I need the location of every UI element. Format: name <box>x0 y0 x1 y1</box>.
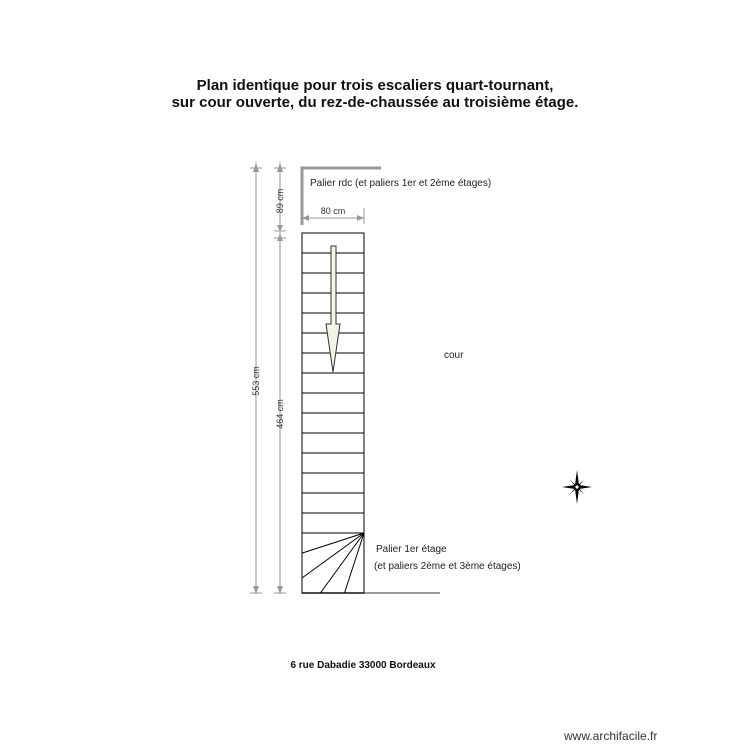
watermark: www.archifacile.fr <box>564 729 658 743</box>
cour-label: cour <box>444 350 464 361</box>
palier-rdc-label: Palier rdc (et paliers 1er et 2ème étages) <box>310 178 492 189</box>
dim-80-label: 80 cm <box>320 206 346 216</box>
dimension-553 <box>250 162 262 594</box>
dimension-464 <box>274 233 286 594</box>
palier-autres-label: (et paliers 2ème et 3ème étages) <box>374 561 521 572</box>
winder-steps <box>302 533 364 593</box>
winder-tread <box>345 533 365 593</box>
winder-tread <box>302 533 364 578</box>
plan-title-line-1: Plan identique pour trois escaliers quart-tournant, <box>196 77 554 94</box>
address-label: 6 rue Dabadie 33000 Bordeaux <box>290 660 436 671</box>
top-wall <box>302 168 381 225</box>
winder-tread <box>302 533 364 553</box>
compass-rose-icon <box>562 470 592 504</box>
winder-tread <box>320 533 364 593</box>
dim-553-label: 553 cm <box>251 366 261 396</box>
palier-1er-label: Palier 1er étage <box>376 544 447 555</box>
dim-89-label: 89 cm <box>275 188 285 214</box>
walls <box>302 168 440 593</box>
dimension-89 <box>274 162 286 233</box>
dim-464-label: 464 cm <box>275 399 285 429</box>
dimension-80 <box>302 206 364 224</box>
plan-title-line-2: sur cour ouverte, du rez-de-chaussée au troisième étage. <box>171 94 579 111</box>
